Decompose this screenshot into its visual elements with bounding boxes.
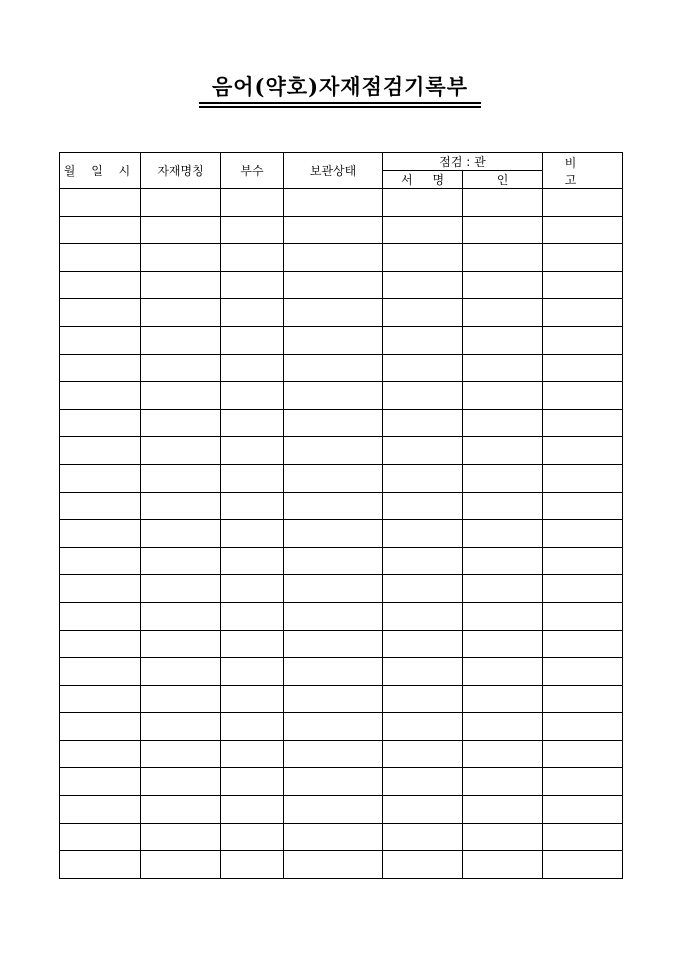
table-cell[interactable] (221, 713, 284, 741)
table-cell[interactable] (141, 354, 221, 382)
header-copies: 부수 (221, 153, 284, 189)
table-cell[interactable] (284, 796, 383, 824)
table-cell[interactable] (463, 851, 543, 879)
table-cell[interactable] (383, 216, 463, 244)
table-cell[interactable] (284, 823, 383, 851)
table-cell[interactable] (463, 189, 543, 217)
table-cell[interactable] (463, 630, 543, 658)
table-cell[interactable] (60, 244, 141, 272)
table-cell[interactable] (221, 602, 284, 630)
table-row (60, 851, 623, 879)
table-cell[interactable] (221, 244, 284, 272)
table-cell[interactable] (60, 354, 141, 382)
table-cell[interactable] (141, 216, 221, 244)
header-sign-left (383, 171, 463, 189)
table-cell[interactable] (221, 520, 284, 548)
table-row (60, 823, 623, 851)
table-cell[interactable] (284, 547, 383, 575)
table-cell[interactable] (543, 575, 623, 603)
table-cell[interactable] (141, 492, 221, 520)
title-double-underline (199, 102, 481, 110)
table-row (60, 326, 623, 354)
table-cell[interactable] (383, 189, 463, 217)
inspection-log-table (59, 152, 623, 879)
table-cell[interactable] (383, 575, 463, 603)
table-cell[interactable] (463, 547, 543, 575)
table-cell[interactable] (141, 244, 221, 272)
table-cell[interactable] (60, 520, 141, 548)
table-cell[interactable] (543, 464, 623, 492)
table-cell[interactable] (141, 796, 221, 824)
table-cell[interactable] (141, 464, 221, 492)
table-cell[interactable] (60, 492, 141, 520)
table-cell[interactable] (383, 823, 463, 851)
table-cell[interactable] (543, 189, 623, 217)
table-cell[interactable] (60, 547, 141, 575)
table-cell[interactable] (383, 768, 463, 796)
table-cell[interactable] (463, 796, 543, 824)
table-row (60, 796, 623, 824)
table-cell[interactable] (221, 409, 284, 437)
table-row (60, 713, 623, 741)
table-row (60, 299, 623, 327)
table-cell[interactable] (221, 685, 284, 713)
table-cell[interactable] (60, 216, 141, 244)
table-cell[interactable] (463, 602, 543, 630)
table-cell[interactable] (141, 189, 221, 217)
table-cell[interactable] (543, 658, 623, 686)
table-cell[interactable] (543, 326, 623, 354)
table-cell[interactable] (60, 409, 141, 437)
header-inspector-group: 점검 : 관 (383, 153, 543, 171)
table-cell[interactable] (221, 189, 284, 217)
table-cell[interactable] (141, 575, 221, 603)
table-cell[interactable] (383, 464, 463, 492)
table-cell[interactable] (284, 713, 383, 741)
table-cell[interactable] (463, 382, 543, 410)
table-cell[interactable] (221, 851, 284, 879)
log-table-body (60, 189, 623, 879)
header-remarks (543, 153, 623, 189)
table-cell[interactable] (543, 271, 623, 299)
table-cell[interactable] (543, 740, 623, 768)
table-cell[interactable] (221, 547, 284, 575)
header-date-label: 월 일 시 (63, 164, 137, 178)
table-cell[interactable] (543, 602, 623, 630)
table-cell[interactable] (60, 464, 141, 492)
table-cell[interactable] (221, 823, 284, 851)
table-cell[interactable] (221, 354, 284, 382)
table-cell[interactable] (284, 602, 383, 630)
table-cell[interactable] (543, 409, 623, 437)
table-row (60, 520, 623, 548)
table-cell[interactable] (543, 768, 623, 796)
table-cell[interactable] (383, 630, 463, 658)
table-cell[interactable] (463, 823, 543, 851)
header-storage-status: 보관상태 (284, 153, 383, 189)
table-cell[interactable] (543, 713, 623, 741)
table-cell[interactable] (463, 244, 543, 272)
table-cell[interactable] (141, 851, 221, 879)
table-cell[interactable] (284, 244, 383, 272)
table-row (60, 630, 623, 658)
table-cell[interactable] (60, 796, 141, 824)
table-cell[interactable] (221, 437, 284, 465)
table-cell[interactable] (141, 658, 221, 686)
table-cell[interactable] (543, 685, 623, 713)
table-row (60, 271, 623, 299)
table-row (60, 768, 623, 796)
table-cell[interactable] (383, 299, 463, 327)
table-cell[interactable] (463, 409, 543, 437)
table-cell[interactable] (60, 823, 141, 851)
table-row (60, 575, 623, 603)
table-cell[interactable] (543, 244, 623, 272)
table-cell[interactable] (221, 492, 284, 520)
table-row (60, 464, 623, 492)
table-cell[interactable] (383, 658, 463, 686)
table-cell[interactable] (141, 630, 221, 658)
table-cell[interactable] (221, 658, 284, 686)
table-cell[interactable] (543, 796, 623, 824)
table-cell[interactable] (543, 520, 623, 548)
table-cell[interactable] (383, 354, 463, 382)
table-cell[interactable] (463, 492, 543, 520)
table-cell[interactable] (141, 740, 221, 768)
table-cell[interactable] (284, 851, 383, 879)
header-sign-char-1: 서 (400, 173, 413, 187)
table-cell[interactable] (383, 602, 463, 630)
table-cell[interactable] (543, 354, 623, 382)
table-cell[interactable] (543, 437, 623, 465)
table-cell[interactable] (383, 409, 463, 437)
table-row (60, 602, 623, 630)
table-cell[interactable] (60, 658, 141, 686)
table-cell[interactable] (284, 740, 383, 768)
table-cell[interactable] (543, 630, 623, 658)
table-cell[interactable] (284, 326, 383, 354)
table-cell[interactable] (463, 326, 543, 354)
table-cell[interactable] (284, 575, 383, 603)
table-cell[interactable] (60, 271, 141, 299)
table-cell[interactable] (383, 271, 463, 299)
table-cell[interactable] (383, 326, 463, 354)
page-title: 음어(약호)자재점검기록부 (211, 74, 469, 99)
table-cell[interactable] (60, 602, 141, 630)
table-cell[interactable] (284, 630, 383, 658)
table-row (60, 244, 623, 272)
table-cell[interactable] (284, 382, 383, 410)
table-cell[interactable] (543, 823, 623, 851)
table-cell[interactable] (60, 575, 141, 603)
table-cell[interactable] (221, 326, 284, 354)
table-cell[interactable] (284, 658, 383, 686)
table-cell[interactable] (463, 216, 543, 244)
table-cell[interactable] (141, 326, 221, 354)
table-cell[interactable] (284, 189, 383, 217)
table-cell[interactable] (60, 299, 141, 327)
table-cell[interactable] (141, 685, 221, 713)
table-cell[interactable] (141, 437, 221, 465)
table-cell[interactable] (141, 768, 221, 796)
table-cell[interactable] (60, 630, 141, 658)
table-cell[interactable] (141, 713, 221, 741)
header-sign-char-2: 명 (432, 173, 445, 187)
header-remarks-label: 비 고 (564, 155, 601, 187)
table-row (60, 437, 623, 465)
table-cell[interactable] (463, 713, 543, 741)
table-cell[interactable] (463, 464, 543, 492)
table-cell[interactable] (284, 216, 383, 244)
table-cell[interactable] (463, 354, 543, 382)
table-cell[interactable] (383, 382, 463, 410)
header-item-name: 자재명칭 (141, 153, 221, 189)
table-cell[interactable] (284, 520, 383, 548)
table-cell[interactable] (463, 299, 543, 327)
table-cell[interactable] (60, 326, 141, 354)
table-row (60, 492, 623, 520)
table-cell[interactable] (284, 492, 383, 520)
table-cell[interactable] (60, 437, 141, 465)
table-cell[interactable] (463, 271, 543, 299)
table-cell[interactable] (543, 851, 623, 879)
table-cell[interactable] (383, 851, 463, 879)
table-cell[interactable] (221, 216, 284, 244)
table-cell[interactable] (543, 299, 623, 327)
table-cell[interactable] (284, 464, 383, 492)
table-cell[interactable] (141, 520, 221, 548)
table-cell[interactable] (221, 299, 284, 327)
table-cell[interactable] (141, 299, 221, 327)
table-cell[interactable] (463, 740, 543, 768)
table-cell[interactable] (141, 547, 221, 575)
table-cell[interactable] (60, 740, 141, 768)
table-cell[interactable] (60, 713, 141, 741)
table-cell[interactable] (60, 685, 141, 713)
table-row (60, 740, 623, 768)
table-cell[interactable] (463, 768, 543, 796)
table-cell[interactable] (543, 382, 623, 410)
table-row (60, 216, 623, 244)
table-cell[interactable] (463, 658, 543, 686)
table-row (60, 547, 623, 575)
table-cell[interactable] (463, 520, 543, 548)
table-cell[interactable] (141, 271, 221, 299)
table-cell[interactable] (383, 492, 463, 520)
table-cell[interactable] (141, 823, 221, 851)
table-row (60, 409, 623, 437)
table-row (60, 658, 623, 686)
table-cell[interactable] (284, 685, 383, 713)
table-cell[interactable] (383, 740, 463, 768)
table-cell[interactable] (383, 713, 463, 741)
table-cell[interactable] (284, 354, 383, 382)
table-cell[interactable] (221, 740, 284, 768)
table-cell[interactable] (463, 437, 543, 465)
table-cell[interactable] (141, 409, 221, 437)
table-cell[interactable] (383, 796, 463, 824)
table-cell[interactable] (60, 851, 141, 879)
table-row (60, 685, 623, 713)
table-cell[interactable] (60, 768, 141, 796)
table-cell[interactable] (284, 409, 383, 437)
table-cell[interactable] (221, 575, 284, 603)
table-cell[interactable] (284, 768, 383, 796)
title-container (0, 74, 680, 100)
table-cell[interactable] (141, 382, 221, 410)
table-cell[interactable] (60, 382, 141, 410)
table-cell[interactable] (221, 768, 284, 796)
header-date (60, 153, 141, 189)
table-cell[interactable] (463, 685, 543, 713)
table-cell[interactable] (221, 464, 284, 492)
header-sign-right: 인 (463, 171, 543, 189)
table-cell[interactable] (543, 547, 623, 575)
table-cell[interactable] (543, 216, 623, 244)
table-cell[interactable] (383, 685, 463, 713)
table-cell[interactable] (221, 271, 284, 299)
table-cell[interactable] (60, 189, 141, 217)
table-row (60, 354, 623, 382)
table-row (60, 382, 623, 410)
table-cell[interactable] (383, 547, 463, 575)
table-cell[interactable] (221, 796, 284, 824)
table-row (60, 189, 623, 217)
table-cell[interactable] (463, 575, 543, 603)
table-cell[interactable] (543, 492, 623, 520)
table-cell[interactable] (284, 437, 383, 465)
table-cell[interactable] (221, 382, 284, 410)
table-cell[interactable] (284, 271, 383, 299)
table-cell[interactable] (284, 299, 383, 327)
table-cell[interactable] (383, 244, 463, 272)
table-cell[interactable] (383, 437, 463, 465)
table-cell[interactable] (141, 602, 221, 630)
table-cell[interactable] (221, 630, 284, 658)
table-cell[interactable] (383, 520, 463, 548)
